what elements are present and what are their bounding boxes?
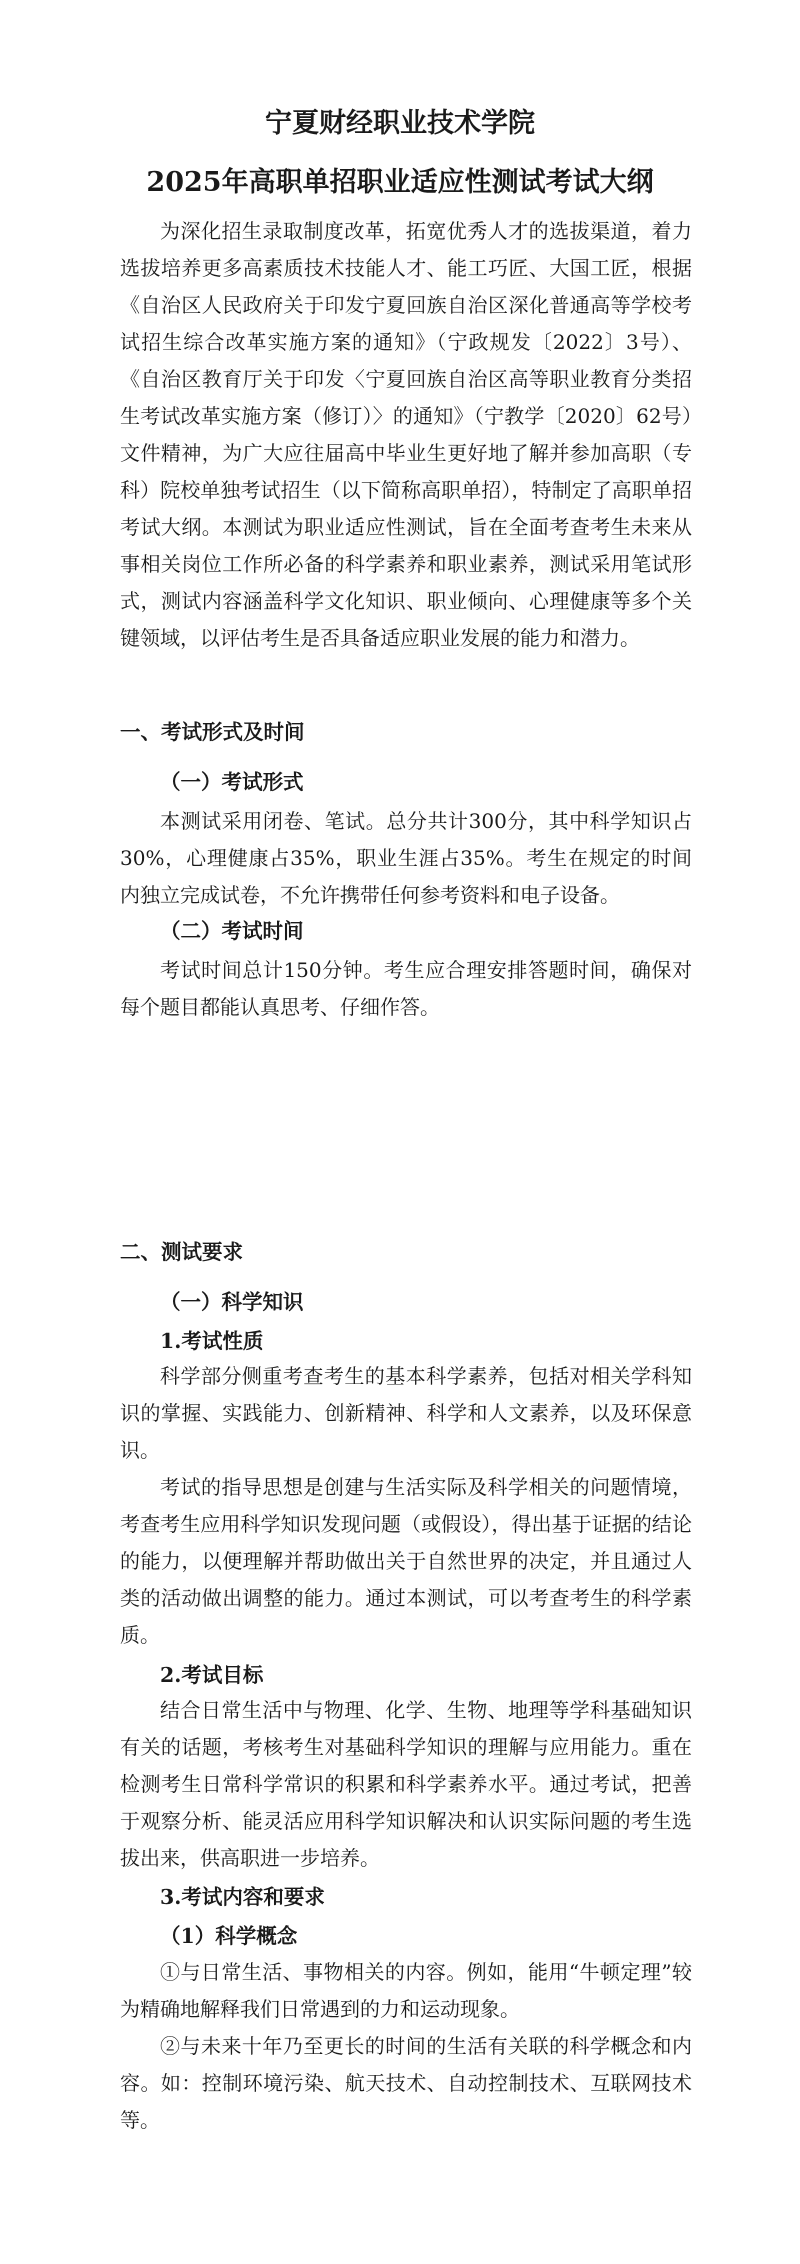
item-3-point-1: ①与日常生活、事物相关的内容。例如，能用“牛顿定理”较为精确地解释我们日常遇到的力和运动现象。 (120, 1960, 692, 2021)
document-title-school: 宁夏财经职业技术学院 (265, 108, 535, 139)
document-title-main: 2025年高职单招职业适应性测试考试大纲 (146, 167, 654, 198)
item-1-heading: 1.考试性质 (160, 1329, 264, 1353)
item-2-heading: 2.考试目标 (160, 1663, 264, 1687)
section-1-sub2-text: 考试时间总计150分钟。考生应合理安排答题时间，确保对每个题目都能认真思考、仔细作答。 (120, 958, 692, 1019)
item-1-text-2: 考试的指导思想是创建与生活实际及科学相关的问题情境，考查考生应用科学知识发现问题（或假设），得出基于证据的结论的能力，以便理解并帮助做出关于自然世界的决定，并且通过人类的活动做出调整的能力。通过本测试，可以考查考生的科学素质。 (120, 1475, 692, 1647)
section-1-sub1-text: 本测试采用闭卷、笔试。总分共计300分，其中科学知识占30%，心理健康占35%，职业生涯占35%。考生在规定的时间内独立完成试卷，不允许携带任何参考资料和电子设备。 (120, 809, 692, 907)
item-1-text-1: 科学部分侧重考查考生的基本科学素养，包括对相关学科知识的掌握、实践能力、创新精神、科学和人文素养，以及环保意识。 (120, 1364, 692, 1462)
item-3-heading: 3.考试内容和要求 (160, 1885, 325, 1909)
section-2-sub1-heading: （一）科学知识 (160, 1290, 304, 1314)
section-1-heading: 一、考试形式及时间 (120, 720, 305, 744)
intro-paragraph: 为深化招生录取制度改革，拓宽优秀人才的选拔渠道，着力选拔培养更多高素质技术技能人才、能工巧匠、大国工匠，根据《自治区人民政府关于印发宁夏回族自治区深化普通高等学校考试招生综合改革实施方案的通知》（宁政规发〔2022〕3号）、《自治区教育厅关于印发〈宁夏回族自治区高等职业教育分类招生考试改革实施方案（修订）〉的通知》（宁教学〔2020〕62号）文件精神，为广大应往届高中毕业生更好地了解并参加高职（专科）院校单独考试招生（以下简称高职单招），特制定了高职单招考试大纲。本测试为职业适应性测试，旨在全面考查考生未来从事相关岗位工作所必备的科学素养和职业素养，测试采用笔试形式，测试内容涵盖科学文化知识、职业倾向、心理健康等多个关键领域，以评估考生是否具备适应职业发展的能力和潜力。 (120, 219, 692, 650)
item-3-sub-heading: （1）科学概念 (160, 1924, 298, 1948)
section-1-sub1-heading: （一）考试形式 (160, 770, 304, 794)
section-2-heading: 二、测试要求 (120, 1240, 243, 1264)
item-2-text: 结合日常生活中与物理、化学、生物、地理等学科基础知识有关的话题，考核考生对基础科学知识的理解与应用能力。重在检测考生日常科学常识的积累和科学素养水平。通过考试，把善于观察分析、能灵活应用科学知识解决和认识实际问题的考生选拔出来，供高职进一步培养。 (120, 1698, 692, 1870)
section-1-sub2-heading: （二）考试时间 (160, 919, 304, 943)
item-3-point-2: ②与未来十年乃至更长的时间的生活有关联的科学概念和内容。如：控制环境污染、航天技术、自动控制技术、互联网技术等。 (120, 2034, 692, 2132)
